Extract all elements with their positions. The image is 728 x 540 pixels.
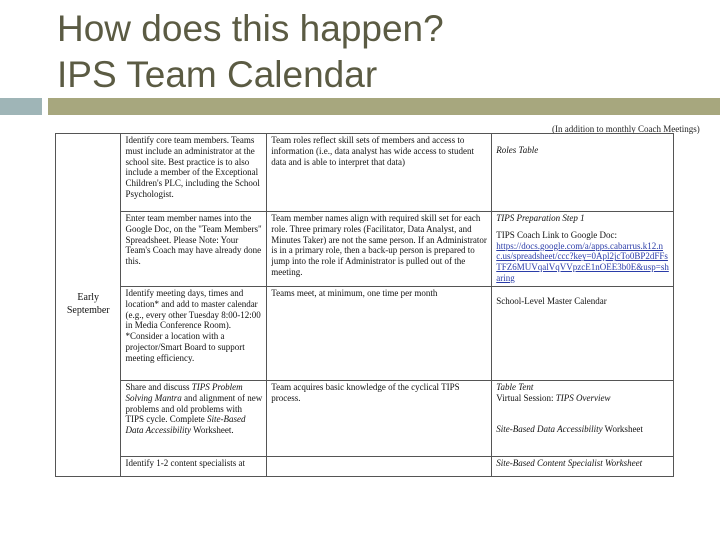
task-emphasis: Site-Based Data Accessibility — [125, 414, 246, 436]
resource-text — [496, 424, 669, 435]
header-note: (In addition to monthly Coach Meetings) — [552, 124, 700, 134]
table-row — [56, 381, 674, 457]
calendar-document-image — [55, 124, 700, 480]
task-emphasis: TIPS Problem Solving Mantra — [125, 382, 243, 403]
task-cell: Enter team member names into the Google Doc, on the "Team Members" Spreadsheet. Please Note: Your Team's Coach may have already done this. — [121, 212, 267, 287]
resource-prefix: Virtual Session: — [496, 392, 556, 403]
task-note: *Consider a location with a projector/Smart Board to support meeting efficiency. — [125, 331, 245, 363]
resource-cell — [492, 381, 674, 457]
task-cell: Identify core team members. Teams must include an administrator at the school site. Best practice is to also include a member of the Exceptional Children's PLC, including the School Psychologist. — [121, 134, 267, 212]
slide-title — [57, 6, 444, 98]
table-row — [56, 212, 674, 287]
resource-text: Roles Table — [496, 145, 539, 155]
google-doc-link[interactable]: https://docs.google.com/a/apps.cabarrus.k12.nc.us/spreadsheet/ccc?key=0Apl2jcTo0BP2dFFsTFZ6MUVqalVqVVpzcE1nOEE3b0E&usp=sharing — [496, 240, 669, 283]
resource-text: TIPS Preparation Step 1 — [496, 213, 585, 223]
resource-suffix: Worksheet — [602, 423, 643, 434]
task-cell — [121, 381, 267, 457]
resource-emphasis: TIPS Overview — [555, 392, 611, 403]
task-cell: Identify 1-2 content specialists at — [121, 457, 267, 477]
time-label-line-2: September — [66, 305, 110, 316]
resource-emphasis: Site-Based Data Accessibility — [496, 423, 603, 434]
slide-title-line-1: How does this happen? — [57, 8, 444, 49]
outcome-cell: Team roles reflect skill sets of members and access to information (i.e., data analyst has wide access to student data and is able to interpret that data) — [267, 134, 492, 212]
table-row — [56, 287, 674, 381]
table-row — [56, 457, 674, 477]
time-period-cell — [56, 134, 121, 477]
resource-cell — [492, 134, 674, 212]
outcome-cell: Team acquires basic knowledge of the cyclical TIPS process. — [267, 381, 492, 457]
task-text: Identify meeting days, times and location* and add to master calendar (e.g., every other Tuesday 8:00-12:00 in Media Conference Room). — [125, 288, 261, 331]
outcome-cell: Teams meet, at minimum, one time per month — [267, 287, 492, 381]
resource-cell — [492, 212, 674, 287]
accent-bar-right — [48, 98, 720, 115]
outcome-cell — [267, 457, 492, 477]
slide-title-line-2: IPS Team Calendar — [57, 54, 378, 95]
table-row — [56, 134, 674, 212]
resource-text: TIPS Coach Link to Google Doc: — [496, 229, 618, 240]
task-text: and alignment of new problems and old problems with TIPS cycle. Complete — [125, 392, 263, 425]
accent-bar-left — [0, 98, 42, 115]
resource-text: Table Tent — [496, 382, 534, 392]
outcome-cell: Team member names align with required skill set for each role. Three primary roles (Facilitator, Data Analyst, and Minutes Taker) are not the same person. If an Administrator is in a primary role, then a back-up person is prepared to jump into the role if Administrator is pulled out of the meeting. — [267, 212, 492, 287]
task-cell — [121, 287, 267, 381]
calendar-table — [55, 133, 674, 477]
time-label-line-1: Early — [77, 292, 100, 303]
resource-text: School-Level Master Calendar — [496, 296, 607, 306]
resource-text — [496, 393, 669, 404]
resource-cell: Site-Based Content Specialist Worksheet — [492, 457, 674, 477]
resource-cell — [492, 287, 674, 381]
task-text: Worksheet. — [191, 425, 234, 436]
task-text: Share and discuss — [125, 382, 192, 392]
